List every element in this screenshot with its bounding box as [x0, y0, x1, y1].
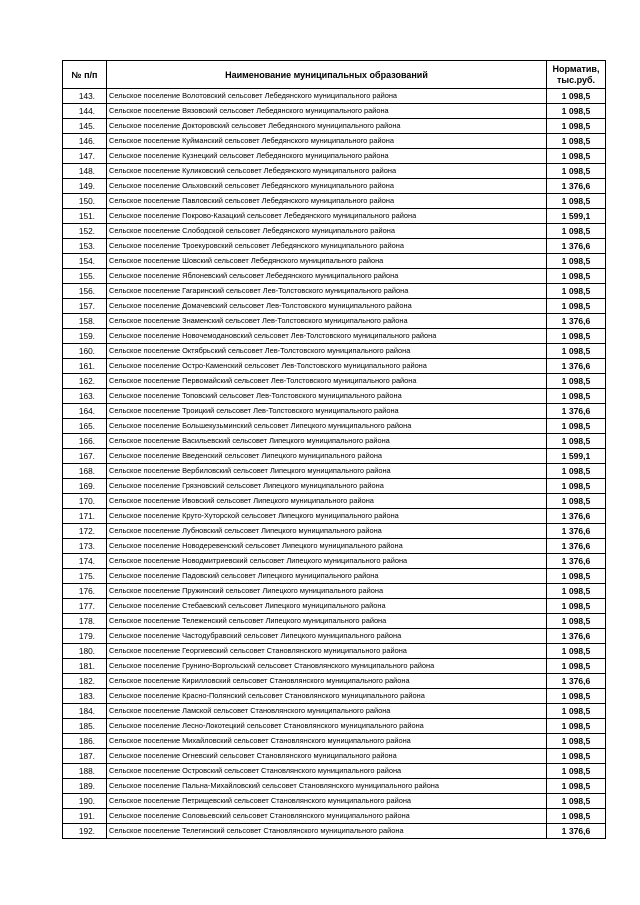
row-number: 185.: [63, 719, 107, 734]
row-municipality-name: Сельское поселение Кузнецкий сельсовет Лебедянского муниципального района: [107, 149, 547, 164]
normative-table: [62, 60, 606, 839]
row-normative-value: 1 098,5: [547, 149, 606, 164]
row-normative-value: 1 098,5: [547, 89, 606, 104]
row-normative-value: 1 098,5: [547, 299, 606, 314]
row-municipality-name: Сельское поселение Частодубравский сельсовет Липецкого муниципального района: [107, 629, 547, 644]
row-normative-value: 1 098,5: [547, 479, 606, 494]
table-row: [63, 104, 606, 119]
row-normative-value: 1 098,5: [547, 104, 606, 119]
table-row: [63, 509, 606, 524]
row-normative-value: 1 098,5: [547, 584, 606, 599]
row-normative-value: 1 098,5: [547, 779, 606, 794]
header-normative: [547, 61, 606, 89]
row-municipality-name: Сельское поселение Лубновский сельсовет Липецкого муниципального района: [107, 524, 547, 539]
row-normative-value: 1 098,5: [547, 764, 606, 779]
row-normative-value: 1 098,5: [547, 689, 606, 704]
row-normative-value: 1 376,6: [547, 404, 606, 419]
row-number: 149.: [63, 179, 107, 194]
table-row: [63, 599, 606, 614]
row-number: 164.: [63, 404, 107, 419]
row-municipality-name: Сельское поселение Куликовский сельсовет Лебедянского муниципального района: [107, 164, 547, 179]
row-normative-value: 1 098,5: [547, 134, 606, 149]
row-municipality-name: Сельское поселение Вербиловский сельсовет Липецкого муниципального района: [107, 464, 547, 479]
row-municipality-name: Сельское поселение Островский сельсовет Становлянского муниципального района: [107, 764, 547, 779]
row-municipality-name: Сельское поселение Вязовский сельсовет Лебедянского муниципального района: [107, 104, 547, 119]
table-row: [63, 149, 606, 164]
row-normative-value: 1 098,5: [547, 164, 606, 179]
row-normative-value: 1 376,6: [547, 539, 606, 554]
row-normative-value: 1 098,5: [547, 734, 606, 749]
row-number: 170.: [63, 494, 107, 509]
table-row: [63, 554, 606, 569]
table-row: [63, 524, 606, 539]
row-normative-value: 1 376,6: [547, 524, 606, 539]
table-row: [63, 449, 606, 464]
table-row: [63, 194, 606, 209]
row-municipality-name: Сельское поселение Тележенский сельсовет Липецкого муниципального района: [107, 614, 547, 629]
row-number: 152.: [63, 224, 107, 239]
row-municipality-name: Сельское поселение Новодеревенский сельсовет Липецкого муниципального района: [107, 539, 547, 554]
table-row: [63, 344, 606, 359]
row-municipality-name: Сельское поселение Куйманский сельсовет Лебедянского муниципального района: [107, 134, 547, 149]
table-row: [63, 464, 606, 479]
row-number: 157.: [63, 299, 107, 314]
row-number: 159.: [63, 329, 107, 344]
row-number: 153.: [63, 239, 107, 254]
table-row: [63, 614, 606, 629]
table-row: [63, 479, 606, 494]
row-normative-value: 1 098,5: [547, 434, 606, 449]
table-row: [63, 824, 606, 839]
row-number: 184.: [63, 704, 107, 719]
row-number: 162.: [63, 374, 107, 389]
row-normative-value: 1 098,5: [547, 749, 606, 764]
row-normative-value: 1 098,5: [547, 644, 606, 659]
row-normative-value: 1 376,6: [547, 314, 606, 329]
row-number: 163.: [63, 389, 107, 404]
row-municipality-name: Сельское поселение Волотовский сельсовет Лебедянского муниципального района: [107, 89, 547, 104]
row-normative-value: 1 376,6: [547, 629, 606, 644]
row-municipality-name: Сельское поселение Ивовский сельсовет Липецкого муниципального района: [107, 494, 547, 509]
row-number: 179.: [63, 629, 107, 644]
row-normative-value: 1 098,5: [547, 284, 606, 299]
row-normative-value: 1 098,5: [547, 794, 606, 809]
table-row: [63, 794, 606, 809]
table-row: [63, 164, 606, 179]
table-row: [63, 629, 606, 644]
table-row: [63, 134, 606, 149]
row-municipality-name: Сельское поселение Домачевский сельсовет Лев-Толстовского муниципального района: [107, 299, 547, 314]
row-number: 161.: [63, 359, 107, 374]
table-row: [63, 254, 606, 269]
row-municipality-name: Сельское поселение Первомайский сельсовет Лев-Толстовского муниципального района: [107, 374, 547, 389]
table-row: [63, 389, 606, 404]
row-number: 158.: [63, 314, 107, 329]
row-number: 151.: [63, 209, 107, 224]
row-normative-value: 1 098,5: [547, 494, 606, 509]
table-row: [63, 689, 606, 704]
row-municipality-name: Сельское поселение Покрово-Казацкий сельсовет Лебедянского муниципального района: [107, 209, 547, 224]
table-row: [63, 119, 606, 134]
row-normative-value: 1 098,5: [547, 329, 606, 344]
table-row: [63, 584, 606, 599]
row-municipality-name: Сельское поселение Яблоневский сельсовет Лебедянского муниципального района: [107, 269, 547, 284]
row-number: 174.: [63, 554, 107, 569]
row-normative-value: 1 098,5: [547, 704, 606, 719]
row-number: 187.: [63, 749, 107, 764]
table-row: [63, 239, 606, 254]
table-row: [63, 734, 606, 749]
row-municipality-name: Сельское поселение Октябрьский сельсовет Лев-Толстовского муниципального района: [107, 344, 547, 359]
row-number: 146.: [63, 134, 107, 149]
row-municipality-name: Сельское поселение Слободской сельсовет Лебедянского муниципального района: [107, 224, 547, 239]
row-number: 188.: [63, 764, 107, 779]
row-number: 150.: [63, 194, 107, 209]
row-number: 186.: [63, 734, 107, 749]
row-normative-value: 1 376,6: [547, 554, 606, 569]
row-municipality-name: Сельское поселение Лесно-Локотецкий сельсовет Становлянского муниципального района: [107, 719, 547, 734]
row-normative-value: 1 098,5: [547, 464, 606, 479]
row-number: 172.: [63, 524, 107, 539]
row-municipality-name: Сельское поселение Георгиевский сельсовет Становлянского муниципального района: [107, 644, 547, 659]
row-number: 177.: [63, 599, 107, 614]
row-municipality-name: Сельское поселение Пальна-Михайловский сельсовет Становлянского муниципального района: [107, 779, 547, 794]
table-row: [63, 704, 606, 719]
table-row: [63, 419, 606, 434]
row-municipality-name: Сельское поселение Огневский сельсовет Становлянского муниципального района: [107, 749, 547, 764]
row-municipality-name: Сельское поселение Большекузьминский сельсовет Липецкого муниципального района: [107, 419, 547, 434]
row-municipality-name: Сельское поселение Ольховский сельсовет Лебедянского муниципального района: [107, 179, 547, 194]
row-number: 189.: [63, 779, 107, 794]
header-normative-line2: тыс.руб.: [556, 74, 596, 85]
row-number: 192.: [63, 824, 107, 839]
table-row: [63, 209, 606, 224]
table-row: [63, 89, 606, 104]
row-municipality-name: Сельское поселение Васильевский сельсовет Липецкого муниципального района: [107, 434, 547, 449]
row-municipality-name: Сельское поселение Топовский сельсовет Лев-Толстовского муниципального района: [107, 389, 547, 404]
row-number: 169.: [63, 479, 107, 494]
row-number: 180.: [63, 644, 107, 659]
table-row: [63, 224, 606, 239]
row-normative-value: 1 376,6: [547, 824, 606, 839]
row-municipality-name: Сельское поселение Стебаевский сельсовет Липецкого муниципального района: [107, 599, 547, 614]
row-number: 155.: [63, 269, 107, 284]
row-number: 175.: [63, 569, 107, 584]
table-header-row: [63, 61, 606, 89]
table-row: [63, 569, 606, 584]
table-row: [63, 809, 606, 824]
row-normative-value: 1 098,5: [547, 614, 606, 629]
header-name: Наименование муниципальных образований: [107, 61, 547, 89]
row-municipality-name: Сельское поселение Падовский сельсовет Липецкого муниципального района: [107, 569, 547, 584]
row-number: 181.: [63, 659, 107, 674]
row-number: 168.: [63, 464, 107, 479]
row-number: 160.: [63, 344, 107, 359]
row-number: 183.: [63, 689, 107, 704]
row-municipality-name: Сельское поселение Новочемодановский сельсовет Лев-Толстовского муниципального района: [107, 329, 547, 344]
row-normative-value: 1 098,5: [547, 719, 606, 734]
row-number: 144.: [63, 104, 107, 119]
row-number: 147.: [63, 149, 107, 164]
row-normative-value: 1 098,5: [547, 344, 606, 359]
row-municipality-name: Сельское поселение Троицкий сельсовет Лев-Толстовского муниципального района: [107, 404, 547, 419]
row-normative-value: 1 599,1: [547, 449, 606, 464]
row-municipality-name: Сельское поселение Новодмитриевский сельсовет Липецкого муниципального района: [107, 554, 547, 569]
row-municipality-name: Сельское поселение Грязновский сельсовет Липецкого муниципального района: [107, 479, 547, 494]
row-normative-value: 1 098,5: [547, 269, 606, 284]
row-municipality-name: Сельское поселение Соловьевский сельсовет Становлянского муниципального района: [107, 809, 547, 824]
row-municipality-name: Сельское поселение Грунино-Воргольский сельсовет Становлянского муниципального района: [107, 659, 547, 674]
table-row: [63, 359, 606, 374]
row-number: 145.: [63, 119, 107, 134]
row-municipality-name: Сельское поселение Круто-Хуторской сельсовет Липецкого муниципального района: [107, 509, 547, 524]
table-row: [63, 299, 606, 314]
row-normative-value: 1 098,5: [547, 194, 606, 209]
table-row: [63, 404, 606, 419]
row-number: 190.: [63, 794, 107, 809]
table-row: [63, 329, 606, 344]
row-municipality-name: Сельское поселение Введенский сельсовет Липецкого муниципального района: [107, 449, 547, 464]
row-normative-value: 1 098,5: [547, 809, 606, 824]
row-municipality-name: Сельское поселение Павловский сельсовет Лебедянского муниципального района: [107, 194, 547, 209]
row-normative-value: 1 376,6: [547, 359, 606, 374]
table-row: [63, 269, 606, 284]
header-number: № п/п: [63, 61, 107, 89]
row-number: 156.: [63, 284, 107, 299]
row-normative-value: 1 599,1: [547, 209, 606, 224]
row-municipality-name: Сельское поселение Петрищевский сельсовет Становлянского муниципального района: [107, 794, 547, 809]
table-row: [63, 779, 606, 794]
row-municipality-name: Сельское поселение Остро-Каменский сельсовет Лев-Толстовского муниципального района: [107, 359, 547, 374]
row-number: 171.: [63, 509, 107, 524]
row-normative-value: 1 098,5: [547, 659, 606, 674]
row-number: 143.: [63, 89, 107, 104]
row-number: 167.: [63, 449, 107, 464]
table-row: [63, 764, 606, 779]
table-row: [63, 539, 606, 554]
row-normative-value: 1 098,5: [547, 389, 606, 404]
row-normative-value: 1 376,6: [547, 674, 606, 689]
row-municipality-name: Сельское поселение Телегинский сельсовет Становлянского муниципального района: [107, 824, 547, 839]
row-normative-value: 1 376,6: [547, 239, 606, 254]
row-number: 148.: [63, 164, 107, 179]
row-normative-value: 1 376,6: [547, 509, 606, 524]
row-normative-value: 1 098,5: [547, 224, 606, 239]
table-row: [63, 659, 606, 674]
row-municipality-name: Сельское поселение Пружинский сельсовет Липецкого муниципального района: [107, 584, 547, 599]
row-number: 165.: [63, 419, 107, 434]
row-number: 166.: [63, 434, 107, 449]
row-normative-value: 1 098,5: [547, 374, 606, 389]
row-municipality-name: Сельское поселение Ламской сельсовет Становлянского муниципального района: [107, 704, 547, 719]
table-row: [63, 284, 606, 299]
row-number: 182.: [63, 674, 107, 689]
table-row: [63, 314, 606, 329]
table-row: [63, 674, 606, 689]
row-municipality-name: Сельское поселение Знаменский сельсовет Лев-Толстовского муниципального района: [107, 314, 547, 329]
row-municipality-name: Сельское поселение Шовский сельсовет Лебедянского муниципального района: [107, 254, 547, 269]
table-row: [63, 374, 606, 389]
row-municipality-name: Сельское поселение Троекуровский сельсовет Лебедянского муниципального района: [107, 239, 547, 254]
row-normative-value: 1 098,5: [547, 254, 606, 269]
row-number: 154.: [63, 254, 107, 269]
table-row: [63, 494, 606, 509]
row-number: 173.: [63, 539, 107, 554]
table-row: [63, 434, 606, 449]
row-municipality-name: Сельское поселение Докторовский сельсовет Лебедянского муниципального района: [107, 119, 547, 134]
table-row: [63, 749, 606, 764]
row-municipality-name: Сельское поселение Кирилловский сельсовет Становлянского муниципального района: [107, 674, 547, 689]
row-number: 178.: [63, 614, 107, 629]
header-normative-line1: Норматив,: [552, 63, 600, 74]
row-municipality-name: Сельское поселение Михайловский сельсовет Становлянского муниципального района: [107, 734, 547, 749]
row-municipality-name: Сельское поселение Красно-Полянский сельсовет Становлянского муниципального района: [107, 689, 547, 704]
table-row: [63, 179, 606, 194]
row-normative-value: 1 098,5: [547, 569, 606, 584]
table-row: [63, 719, 606, 734]
row-municipality-name: Сельское поселение Гагаринский сельсовет Лев-Толстовского муниципального района: [107, 284, 547, 299]
row-normative-value: 1 376,6: [547, 179, 606, 194]
row-number: 176.: [63, 584, 107, 599]
table-row: [63, 644, 606, 659]
row-normative-value: 1 098,5: [547, 599, 606, 614]
row-number: 191.: [63, 809, 107, 824]
row-normative-value: 1 098,5: [547, 119, 606, 134]
row-normative-value: 1 098,5: [547, 419, 606, 434]
